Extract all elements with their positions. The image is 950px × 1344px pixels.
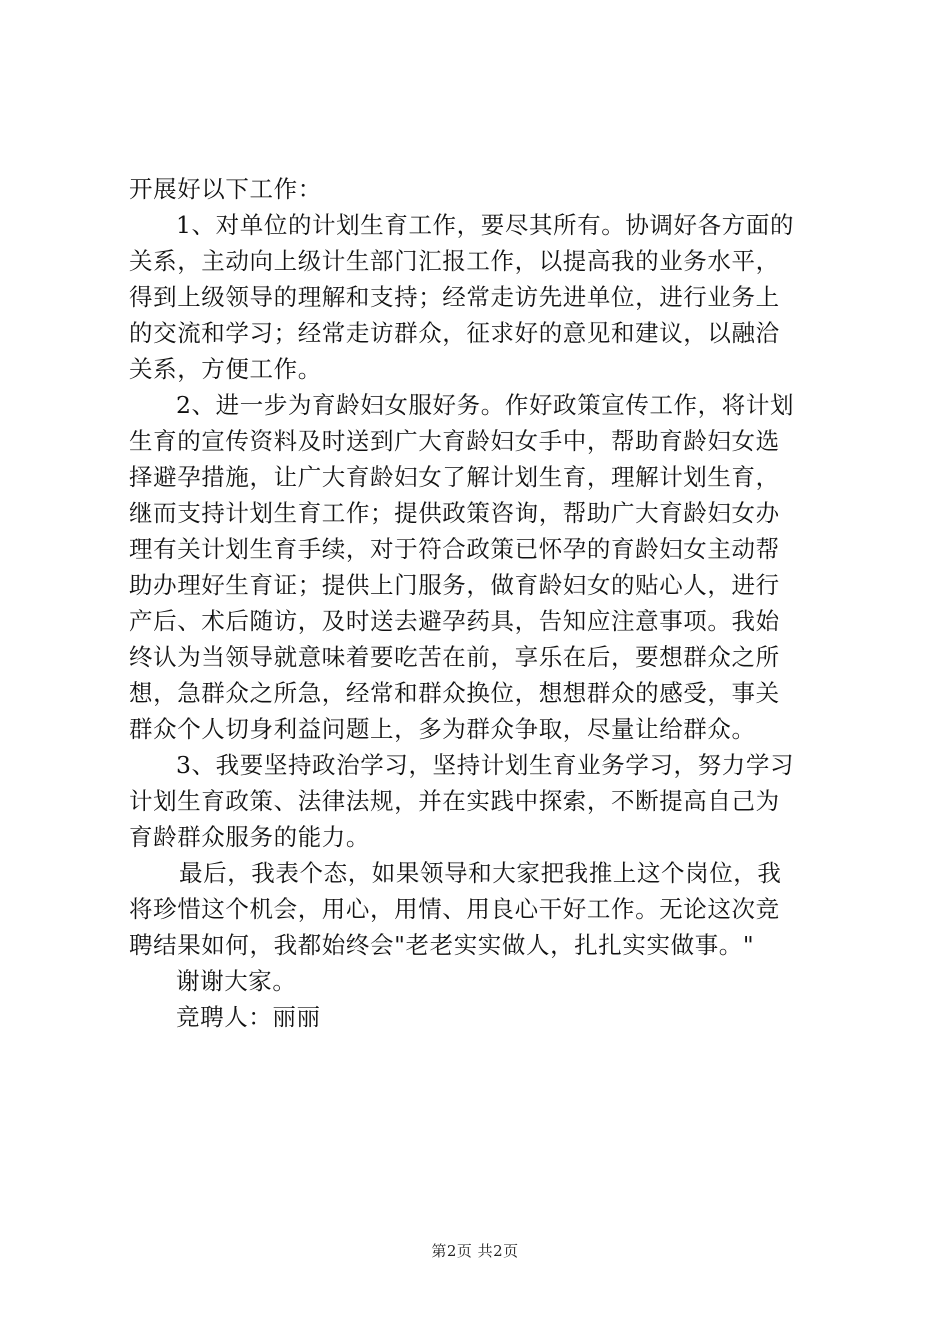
document-body [129, 171, 834, 1035]
closing-thanks: 谢谢大家。 [176, 967, 297, 995]
text-line: 理有关计划生育手续，对于符合政策已怀孕的育龄妇女主动帮 [129, 535, 780, 563]
text-line: 最后，我表个态，如果领导和大家把我推上这个岗位，我 [179, 859, 782, 887]
text-line: 生育的宣传资料及时送到广大育龄妇女手中，帮助育龄妇女选 [129, 427, 780, 455]
text-line: 开展好以下工作： [129, 175, 322, 203]
signature-line: 竞聘人：丽丽 [176, 1003, 321, 1031]
text-line: 得到上级领导的理解和支持；经常走访先进单位，进行业务上 [129, 283, 780, 311]
page-number: 第2页 共2页 [431, 1242, 519, 1260]
text-line: 1、对单位的计划生育工作，要尽其所有。协调好各方面的 [176, 211, 795, 239]
text-line: 聘结果如何，我都始终会"老老实实做人，扎扎实实做事。" [129, 931, 755, 959]
text-line: 助办理好生育证；提供上门服务，做育龄妇女的贴心人，进行 [129, 571, 780, 599]
text-line: 择避孕措施，让广大育龄妇女了解计划生育，理解计划生育， [129, 463, 780, 491]
text-line: 关系，主动向上级计生部门汇报工作，以提高我的业务水平， [129, 247, 780, 275]
text-line: 3、我要坚持政治学习，坚持计划生育业务学习，努力学习 [176, 751, 795, 779]
text-line: 将珍惜这个机会，用心，用情、用良心干好工作。无论这次竞 [129, 895, 780, 923]
text-line: 产后、术后随访，及时送去避孕药具，告知应注意事项。我始 [129, 607, 780, 635]
text-line: 终认为当领导就意味着要吃苦在前，享乐在后，要想群众之所 [129, 643, 780, 671]
text-line: 继而支持计划生育工作；提供政策咨询，帮助广大育龄妇女办 [129, 499, 780, 527]
text-line: 群众个人切身利益问题上，多为群众争取，尽量让给群众。 [129, 715, 756, 743]
text-line: 想，急群众之所急，经常和群众换位，想想群众的感受，事关 [129, 679, 780, 707]
text-line: 计划生育政策、法律法规，并在实践中探索，不断提高自己为 [129, 787, 780, 815]
text-line: 的交流和学习；经常走访群众，征求好的意见和建议，以融洽 [129, 319, 780, 347]
text-line: 育龄群众服务的能力。 [129, 823, 370, 851]
text-line: 2、进一步为育龄妇女服好务。作好政策宣传工作，将计划 [176, 391, 795, 419]
text-line: 关系，方便工作。 [129, 355, 322, 383]
